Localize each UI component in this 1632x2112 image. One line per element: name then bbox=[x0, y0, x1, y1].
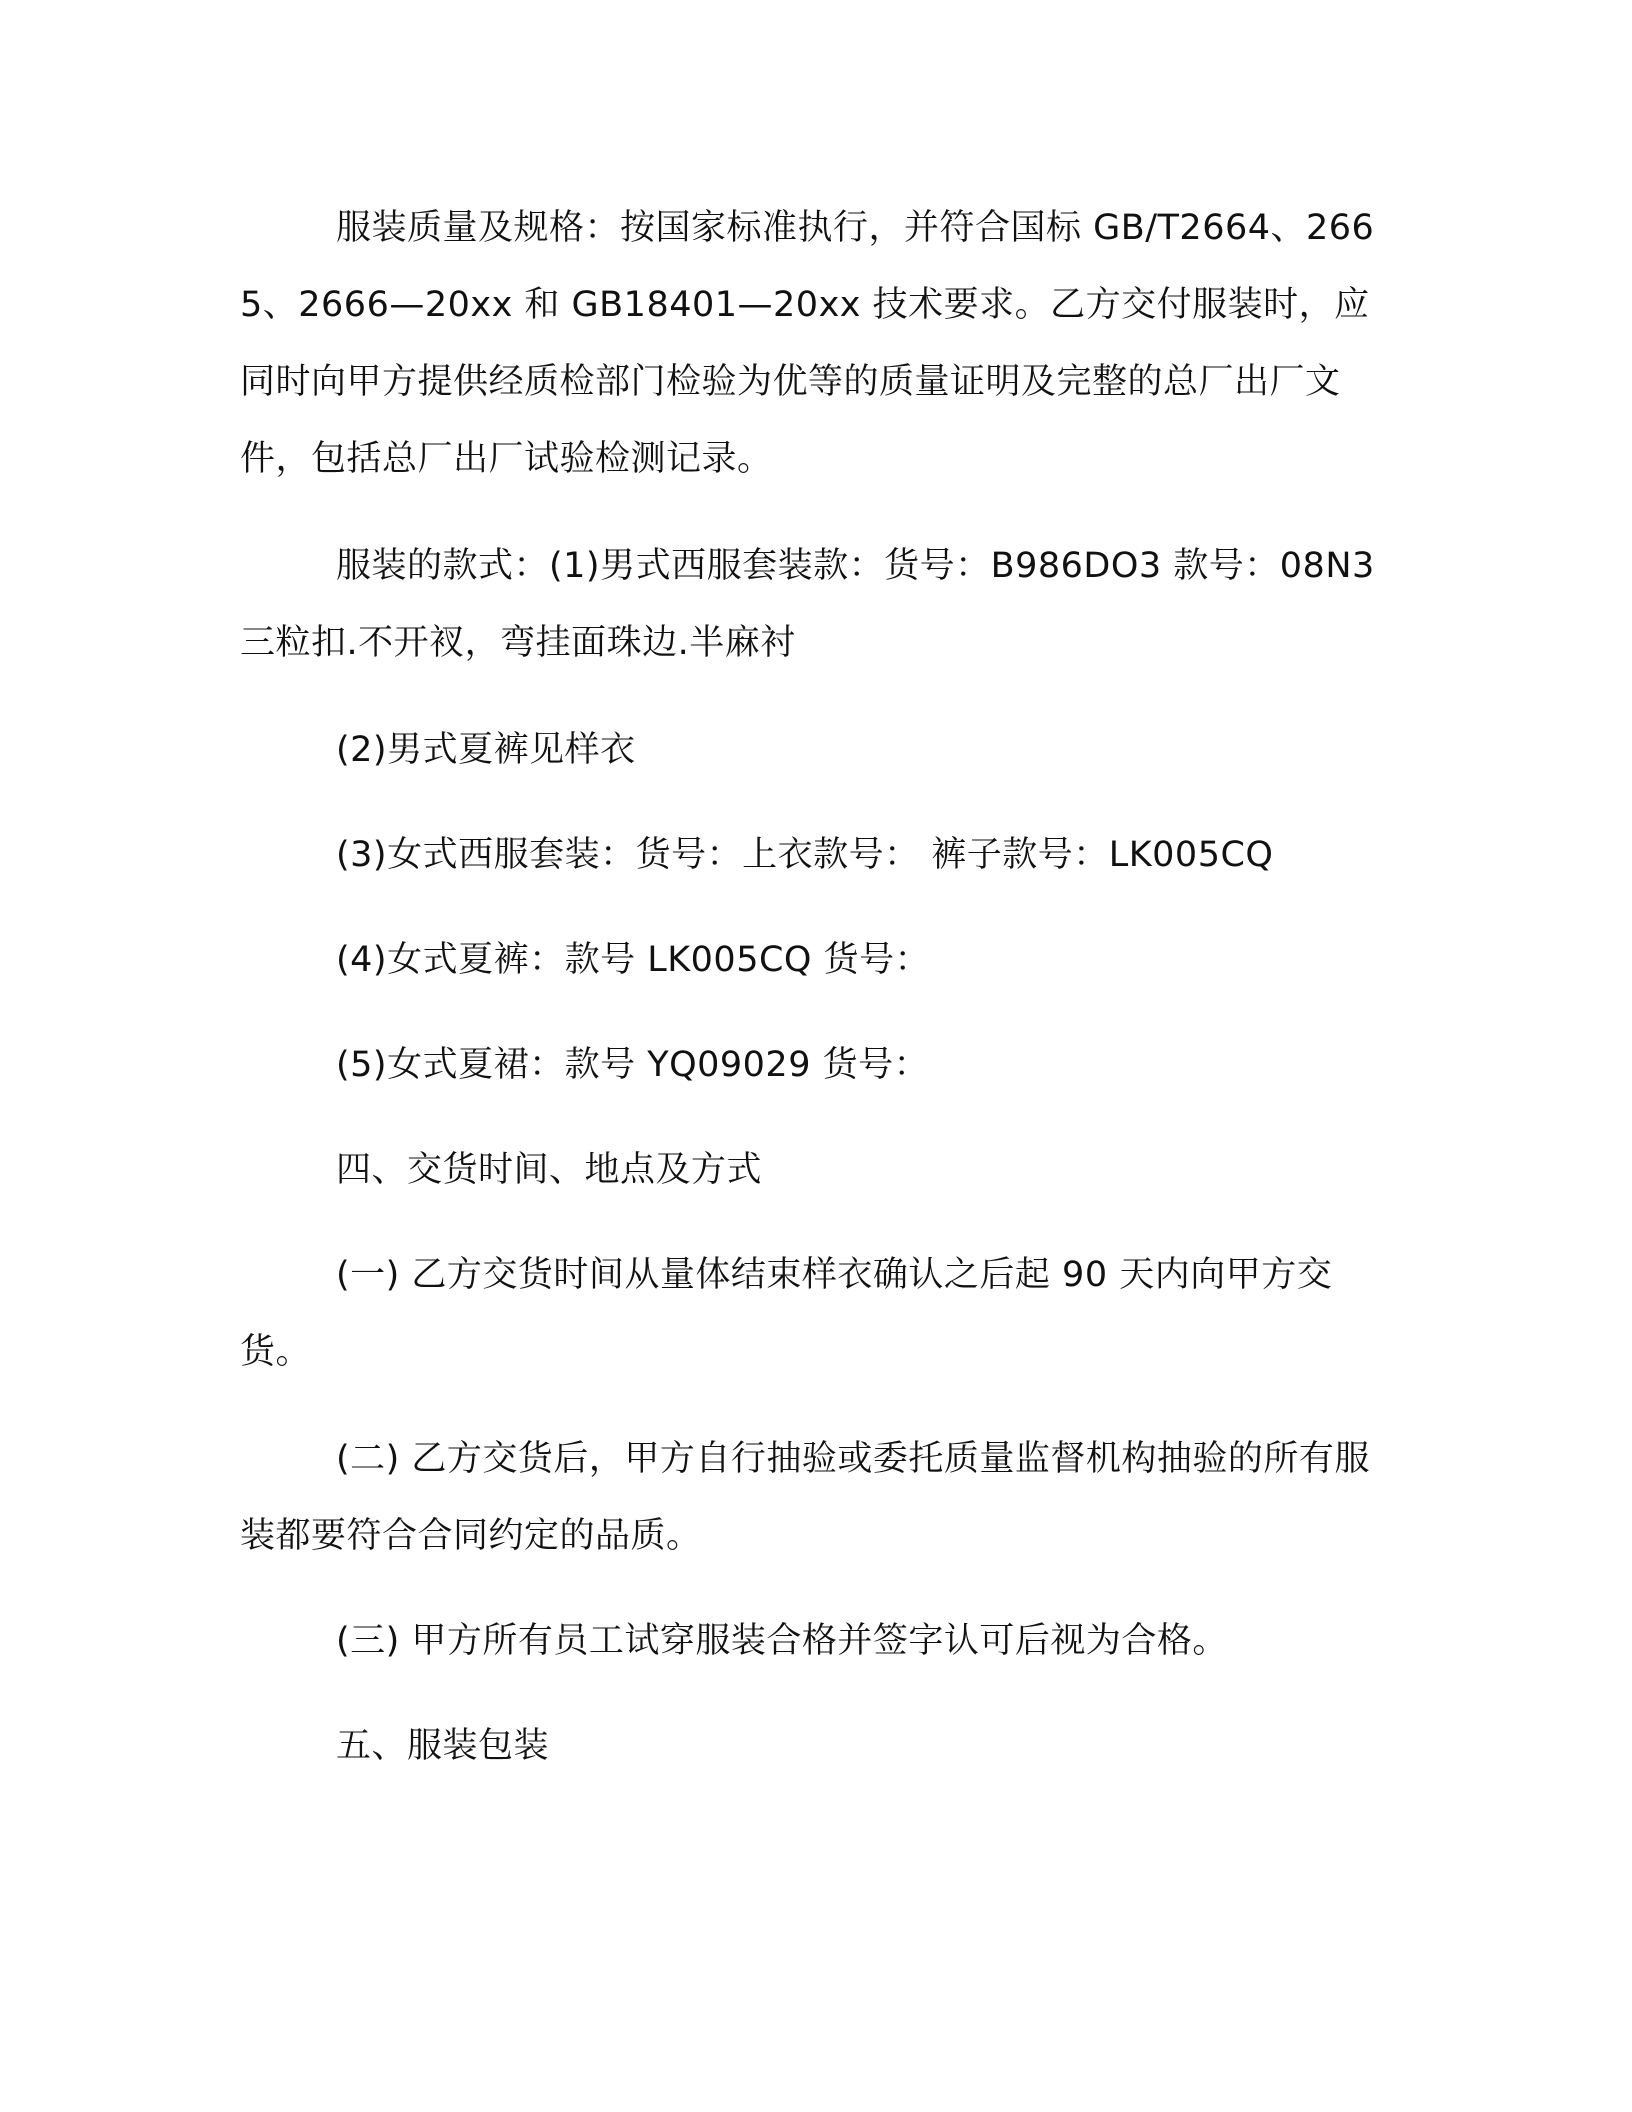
paragraph-delivery-2: (二) 乙方交货后，甲方自行抽验或委托质量监督机构抽验的所有服装都要符合合同约定的品质。 bbox=[240, 1439, 1370, 1556]
section-heading-delivery: 四、交货时间、地点及方式 bbox=[336, 1150, 763, 1190]
paragraph-styles: 服装的款式：(1)男式西服套装款：货号：B986DO3 款号：08N3 三粒扣.不开衩，弯挂面珠边.半麻衬 bbox=[240, 546, 1375, 663]
paragraph-delivery-1: (一) 乙方交货时间从量体结束样衣确认之后起 90 天内向甲方交货。 bbox=[240, 1255, 1333, 1372]
paragraph-item-5: (5)女式夏裙：款号 YQ09029 货号： bbox=[336, 1045, 930, 1085]
section-heading-packaging: 五、服装包装 bbox=[336, 1726, 550, 1766]
paragraph-item-2: (2)男式夏裤见样衣 bbox=[336, 730, 636, 770]
paragraph-delivery-3: (三) 甲方所有员工试穿服装合格并签字认可后视为合格。 bbox=[336, 1621, 1228, 1661]
document-body bbox=[240, 190, 1390, 1785]
paragraph-quality-spec: 服装质量及规格：按国家标准执行，并符合国标 GB/T2664、2665、2666—20xx 和 GB18401—20xx 技术要求。乙方交付服装时，应同时向甲方提供经质检部门检验为优等的质量证明及完整的总厂出厂文件，包括总厂出厂试验检测记录。 bbox=[240, 208, 1375, 479]
paragraph-item-4: (4)女式夏裤：款号 LK005CQ 货号： bbox=[336, 940, 931, 980]
paragraph-item-3: (3)女式西服套装：货号：上衣款号： 裤子款号：LK005CQ bbox=[336, 835, 1274, 875]
